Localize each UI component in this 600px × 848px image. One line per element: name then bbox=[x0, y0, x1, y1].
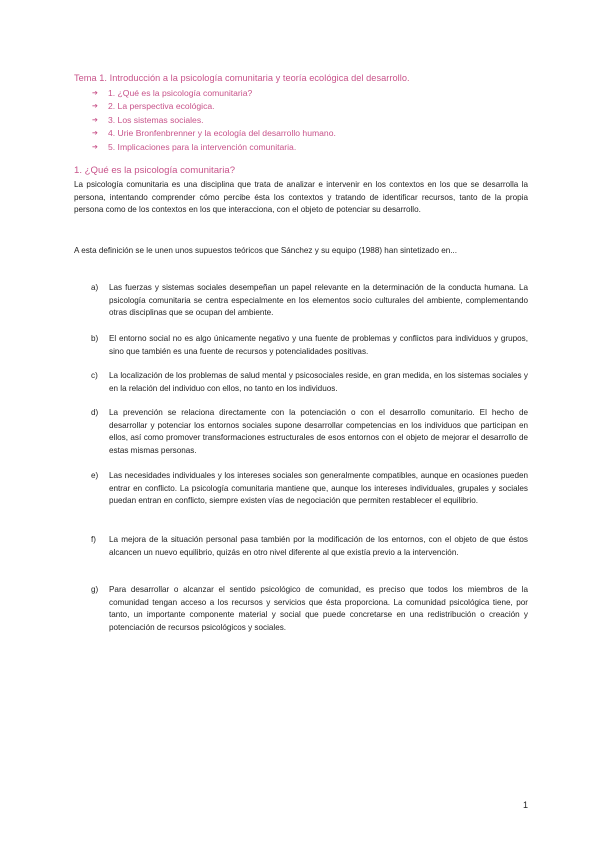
toc-item-label: 5. Implicaciones para la intervención comunitaria. bbox=[108, 141, 297, 152]
paragraph: La psicología comunitaria es una disciplina que trata de analizar e intervenir en los contextos en los que se desarrolla la persona, intentando comprender cómo percibe ésta los contextos y tratando de identificar recursos, tanto de la propia persona como de los contextos en los que interacciona, con el objeto de potenciar su desarrollo. bbox=[74, 180, 528, 215]
arrow-icon: ➔ bbox=[92, 89, 98, 97]
section-heading: 1. ¿Qué es la psicología comunitaria? bbox=[74, 165, 236, 176]
list-item bbox=[74, 584, 528, 634]
toc-item-label: 4. Urie Bronfenbrenner y la ecología del desarrollo humano. bbox=[108, 128, 336, 139]
list-item-text: Las necesidades individuales y los intereses sociales son generalmente compatibles, aunque en ocasiones pueden entrar en conflicto. La psicología comunitaria mantiene que, aunque los intereses individuales, grupales y sociales puedan entran en conflicto, siempre existen vías de negociación que permiten restablecer el equilibrio. bbox=[109, 471, 528, 506]
toc-item bbox=[92, 86, 512, 100]
list-item bbox=[74, 370, 528, 395]
document-title: Tema 1. Introducción a la psicología comunitaria y teoría ecológica del desarrollo. bbox=[74, 73, 410, 83]
list-item-text: La mejora de la situación personal pasa también por la modificación de los entornos, con el objeto de que éstos alcancen un nuevo equilibrio, quizás en otro nivel diferente al que existía previo a la intervención. bbox=[109, 535, 528, 557]
list-item-marker: b) bbox=[91, 334, 99, 343]
list-item-text: La localización de los problemas de salud mental y psicosociales reside, en gran medida, en los sistemas sociales y en la relación del individuo con ellos, no tanto en los individuos. bbox=[109, 371, 528, 393]
toc-item bbox=[92, 113, 512, 127]
table-of-contents bbox=[92, 86, 512, 154]
arrow-icon: ➔ bbox=[92, 143, 98, 151]
list-item-marker: e) bbox=[91, 471, 99, 480]
list-item-marker: d) bbox=[91, 408, 99, 417]
toc-item bbox=[92, 140, 512, 154]
list-item bbox=[74, 470, 528, 508]
list-item-marker: a) bbox=[91, 283, 99, 292]
list-item bbox=[74, 282, 528, 320]
list-item-marker: c) bbox=[91, 371, 98, 380]
list-item-text: Las fuerzas y sistemas sociales desempeñan un papel relevante en la determinación de la conducta humana. La psicología comunitaria se centra especialmente en los elementos socio culturales del ambiente, complementando otras disciplinas que se ocupan del ambiente. bbox=[109, 283, 528, 318]
list-item-marker: f) bbox=[91, 535, 96, 544]
list-item bbox=[74, 407, 528, 457]
list-item-text: El entorno social no es algo únicamente negativo y una fuente de problemas y conflictos para individuos y grupos, sino que también es una fuente de recursos y potencialidades positivas. bbox=[109, 334, 528, 356]
toc-item-label: 2. La perspectiva ecológica. bbox=[108, 101, 215, 112]
arrow-icon: ➔ bbox=[92, 116, 98, 124]
list-item bbox=[74, 333, 528, 358]
list-item-text: Para desarrollar o alcanzar el sentido psicológico de comunidad, es preciso que todos los miembros de la comunidad tengan acceso a los recursos y servicios que ésta proporciona. La comunidad psicológica tiene, por tanto, un importante componente material y social que puede concretarse en una redistribución o creación y potenciación de recursos psicológicos y sociales. bbox=[109, 585, 528, 632]
toc-item-label: 3. Los sistemas sociales. bbox=[108, 114, 204, 125]
arrow-icon: ➔ bbox=[92, 103, 98, 111]
toc-item bbox=[92, 100, 512, 114]
toc-item bbox=[92, 127, 512, 141]
list-item bbox=[74, 534, 528, 559]
arrow-icon: ➔ bbox=[92, 130, 98, 138]
list-item-text: La prevención se relaciona directamente con la potenciación o con el desarrollo comunitario. El hecho de desarrollar y potenciar los entornos sociales supone desarrollar competencias en los individuos que participan en ellos, así como promover transformaciones estructurales de esos entornos con el objeto de mejorar el desarrollo de estas mismas personas. bbox=[109, 408, 528, 455]
list-item-marker: g) bbox=[91, 585, 99, 594]
paragraph: A esta definición se le unen unos supuestos teóricos que Sánchez y su equipo (1988) han sintetizado en... bbox=[74, 246, 458, 255]
page-number: 1 bbox=[522, 800, 528, 810]
toc-item-label: 1. ¿Qué es la psicología comunitaria? bbox=[108, 87, 253, 98]
